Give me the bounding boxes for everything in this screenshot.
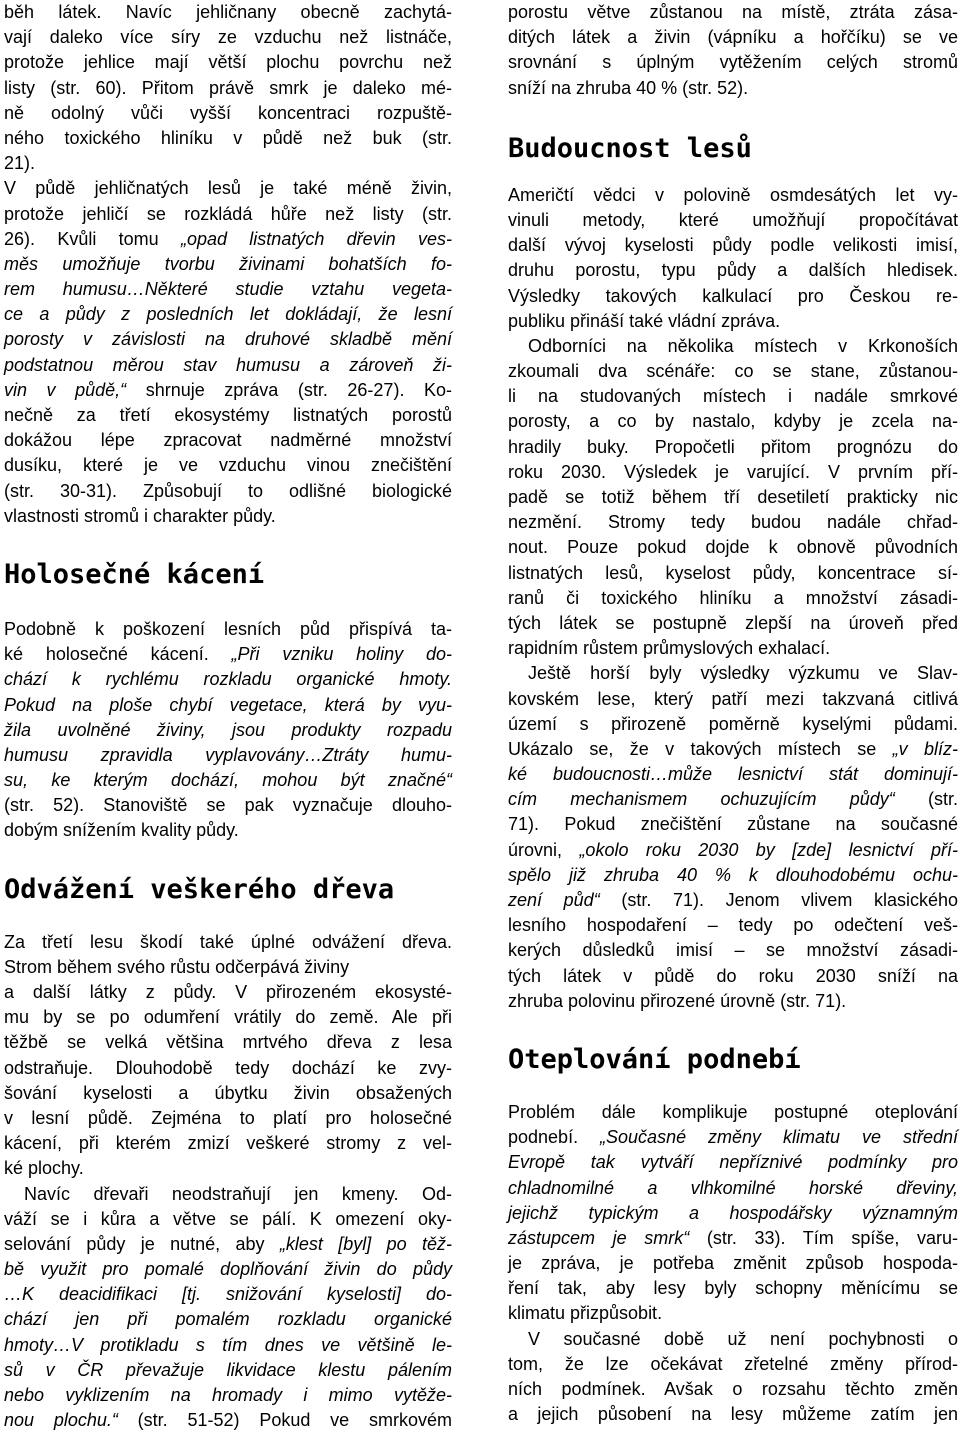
text-line: nezmění. Stromy tedy budou nadále chřad- [508, 510, 958, 535]
text-line [508, 1125, 958, 1150]
quoted-text: vin v půdě,“ [4, 380, 126, 400]
text-line [4, 327, 452, 352]
text-line: druhu porostu, typu půdy a dalších hledisek. [508, 258, 958, 283]
text-line [4, 642, 452, 667]
text-line [508, 888, 958, 913]
text-line [4, 1383, 452, 1408]
text-segment: shrnuje zpráva (str. 26-27). Ko- [126, 380, 452, 400]
text-line: vají daleko více síry ze vzduchu než listnáče, [4, 25, 452, 50]
quoted-text: „okolo roku 2030 by [zde] lesnictví pří- [579, 840, 958, 860]
paragraph [4, 930, 452, 1182]
text-segment: dusíku, které je ve vzduchu vinou znečištění [4, 455, 452, 475]
paragraph [508, 183, 958, 334]
text-line [508, 989, 958, 1014]
quoted-text: podstatnou měrou stav humusu a zároveň ži- [4, 355, 452, 375]
text-line: tých látek se postupně zlepší na úroveň před [508, 611, 958, 636]
text-line [4, 693, 452, 718]
text-segment: (str. 71). Jenom vlivem klasického [600, 890, 958, 910]
text-line [508, 1226, 958, 1251]
text-line [4, 743, 452, 768]
text-line [508, 712, 958, 737]
text-line: běh látek. Navíc jehličnany obecně zachytá- [4, 0, 452, 25]
paragraph [508, 1100, 958, 1327]
text-line [508, 964, 958, 989]
text-segment: nečně za třetí ekosystémy listnatých porostů [4, 405, 452, 425]
text-line [508, 812, 958, 837]
text-segment: (str. 51-52) Pokud ve smrkovém [118, 1410, 452, 1430]
text-line [508, 1100, 958, 1125]
text-line [508, 762, 958, 787]
text-line [4, 176, 452, 201]
quoted-text: nou plochu.“ [4, 1410, 118, 1430]
text-line [4, 793, 452, 818]
paragraph [508, 661, 958, 1014]
quoted-text: chladnomilné a vlhkomilné horské dřeviny, [508, 1178, 958, 1198]
quoted-text: porosty v závislosti na druhové skladbě mění [4, 329, 452, 349]
text-line [508, 787, 958, 812]
quoted-text: „Současné změny klimatu ve střední [600, 1127, 958, 1147]
text-line: sníží na zhruba 40 % (str. 52). [508, 76, 958, 101]
text-line: ké plochy. [4, 1156, 452, 1181]
quoted-text: ké budoucnosti…může lesnictví stát dominují- [508, 764, 958, 784]
text-line: a jejich působení na lesy můžeme zatím jen [508, 1402, 958, 1427]
text-segment: V půdě jehličnatých lesů je také méně živin, [4, 178, 452, 198]
text-line: porostu větve zůstanou na místě, ztráta zása- [508, 0, 958, 25]
text-line [508, 1176, 958, 1201]
text-line: 21). [4, 151, 452, 176]
text-segment: klimatu přizpůsobit. [508, 1303, 662, 1323]
text-line [508, 1276, 958, 1301]
text-line [4, 1207, 452, 1232]
text-line: zkoumali dva scénáře: co se stane, zůstanou- [508, 359, 958, 384]
text-line [508, 737, 958, 762]
text-segment: je zpráva, je potřeba změnit způsob hospoda- [508, 1253, 958, 1273]
quoted-text: ce a půdy z posledních let dokládají, že lesní [4, 304, 452, 324]
text-line: nout. Pouze pokud dojde k obnově původních [508, 535, 958, 560]
text-line [508, 913, 958, 938]
text-line [4, 1358, 452, 1383]
quoted-text: „Při vzniku holiny do- [232, 644, 452, 664]
text-line [4, 353, 452, 378]
text-line [4, 302, 452, 327]
section-heading: Oteplování podnebí [508, 1044, 958, 1076]
quoted-text: rem humusu…Některé studie vztahu vegeta- [4, 279, 452, 299]
text-line [4, 504, 452, 529]
text-segment: protože jehličí se rozkládá hůře než listy (str. [4, 204, 452, 224]
paragraph [4, 617, 452, 844]
paragraph [508, 334, 958, 661]
text-line [4, 1257, 452, 1282]
text-line: ranů či toxického hliníku a množství zásadi- [508, 586, 958, 611]
text-line [4, 1232, 452, 1257]
text-line: a další látky z půdy. V přirozeném ekosysté- [4, 980, 452, 1005]
text-segment: území s přirozeně poměrně kyselými půdami. [508, 714, 958, 734]
paragraph [4, 1182, 452, 1433]
text-segment: 71). Pokud znečištění zůstane na současné [508, 814, 958, 834]
text-line: vinuli metody, které umožňují propočítávat [508, 208, 958, 233]
text-line [4, 1282, 452, 1307]
quoted-text: chází jen při pomalém rozkladu organické [4, 1309, 452, 1329]
text-line [508, 687, 958, 712]
quoted-text: „klest [byl] po těž- [280, 1234, 452, 1254]
quoted-text: spělo již zhruba 40 % k dlouhodobému ochu- [508, 865, 958, 885]
quoted-text: Pokud na ploše chybí vegetace, která by vyu- [4, 695, 452, 715]
quoted-text: zástupcem je smrk“ [508, 1228, 689, 1248]
left-column [4, 0, 452, 1433]
text-segment: 26). Kvůli tomu [4, 229, 181, 249]
text-segment: kerých důsledků imisí – se množství zásadi- [508, 940, 958, 960]
quoted-text: žila uvolněné živiny, jsou produkty rozpadu [4, 720, 452, 740]
text-line: šování kyselosti a úbytku živin obsažených [4, 1081, 452, 1106]
quoted-text: hmoty…V protikladu s tím dnes ve většině le- [4, 1335, 452, 1355]
quoted-text: humusu zpravidla vyplavovány…Ztráty humu- [4, 745, 452, 765]
text-line [4, 378, 452, 403]
text-segment: ké holosečné kácení. [4, 644, 232, 664]
text-segment: Podobně k poškození lesních půd přispívá ta- [4, 619, 452, 639]
text-segment: vlastnosti stromů i charakter půdy. [4, 506, 276, 526]
text-line [4, 718, 452, 743]
text-line: listy (str. 60). Přitom právě smrk je daleko mé- [4, 76, 452, 101]
text-line: ditých látek a živin (vápníku a hořčíku) se ve [508, 25, 958, 50]
quoted-text: nebo vyklizením na hromady i mimo vytěže- [4, 1385, 452, 1405]
text-line: Strom během svého růstu odčerpává živiny [4, 955, 452, 980]
quoted-text: …K deacidifikaci [tj. snižování kyselosti] do- [4, 1284, 452, 1304]
text-line: li na studovaných místech i nadále smrkové [508, 384, 958, 409]
text-line: listnatých lesů, kyselost půdy, koncentrace sí- [508, 561, 958, 586]
section-heading: Holosečné kácení [4, 559, 452, 591]
text-segment: lesního hospodaření – tedy po odečtení veš- [508, 915, 958, 935]
text-line [508, 838, 958, 863]
text-segment: tých látek v půdě do roku 2030 sníží na [508, 966, 958, 986]
text-line [4, 768, 452, 793]
text-line: tom, že lze očekávat zřetelné změny přírod- [508, 1352, 958, 1377]
text-line: protože jehlice mají větší plochu povrchu než [4, 50, 452, 75]
quoted-text: su, ke kterým dochází, mohou být značné“ [4, 770, 452, 790]
text-line [4, 453, 452, 478]
text-line [4, 252, 452, 277]
text-segment: váží se i kůra a větve se pálí. K omezení oky- [4, 1209, 452, 1229]
text-line: ních podmínek. Avšak o rozsahu těchto změn [508, 1377, 958, 1402]
text-segment: (str. 33). Tím spíše, varu- [689, 1228, 958, 1248]
text-line [4, 403, 452, 428]
text-line: ně odolný vůči vyšší koncentraci rozpuště- [4, 101, 452, 126]
text-segment: Problém dále komplikuje postupné oteplování [508, 1102, 958, 1122]
text-line: srovnání s úplným vytěžením celých stromů [508, 50, 958, 75]
text-line: hradily buky. Propočetli přitom prognózu do [508, 435, 958, 460]
text-segment: Navíc dřevaři neodstraňují jen kmeny. Od- [24, 1184, 452, 1204]
paragraph [4, 176, 452, 529]
text-line: Výsledky takových kalkulací pro Českou re- [508, 284, 958, 309]
text-line: ného toxického hliníku v půdě než buk (str. [4, 126, 452, 151]
text-line [4, 818, 452, 843]
text-line: kácení, při kterém zmizí veškeré stromy z vel- [4, 1131, 452, 1156]
paragraph [508, 1327, 958, 1428]
text-segment: (str. 52). Stanoviště se pak vyznačuje dlouho- [4, 795, 452, 815]
text-line [4, 617, 452, 642]
text-line: rapidním růstem průmyslových exhalací. [508, 636, 958, 661]
text-line: roku 2030. Výsledek je varující. V prvním pří- [508, 460, 958, 485]
text-line [508, 661, 958, 686]
text-segment: podnebí. [508, 1127, 600, 1147]
text-segment: zhruba polovinu přirozené úrovně (str. 71). [508, 991, 846, 1011]
text-line [4, 1333, 452, 1358]
text-line: odstraňuje. Dlouhodobě tedy dochází ke zvy- [4, 1056, 452, 1081]
text-line [4, 667, 452, 692]
text-line [4, 1182, 452, 1207]
text-line [508, 1201, 958, 1226]
quoted-text: chází k rychlému rozkladu organické hmoty. [4, 669, 452, 689]
quoted-text: měs umožňuje tvorbu živinami bohatších fo- [4, 254, 452, 274]
text-line: další vývoj kyselosti půdy podle velikosti imisí, [508, 233, 958, 258]
text-segment: kovském lese, který patří mezi takzvaná citlivá [508, 689, 958, 709]
text-line [508, 1251, 958, 1276]
text-line [4, 428, 452, 453]
section-heading: Budoucnost lesů [508, 133, 958, 165]
text-line: porosty, a co by nastalo, kdyby je zcela na- [508, 409, 958, 434]
text-line [508, 1301, 958, 1326]
text-segment: selování půdy je nutné, aby [4, 1234, 280, 1254]
paragraph [4, 0, 452, 176]
text-line [4, 227, 452, 252]
text-line: Američtí vědci v polovině osmdesátých let vy- [508, 183, 958, 208]
text-line: padě se totiž během tří desetiletí prakticky nic [508, 485, 958, 510]
paragraph [508, 0, 958, 101]
text-line: těžbě se velká většina mrtvého dřeva z lesa [4, 1030, 452, 1055]
text-line [508, 863, 958, 888]
text-line: Odborníci na několika místech v Krkonoších [508, 334, 958, 359]
quoted-text: bě využit pro pomalé doplňování živin do půdy [4, 1259, 452, 1279]
text-line [4, 1307, 452, 1332]
text-segment: (str. [895, 789, 958, 809]
text-segment: ření tak, aby lesy byly schopny měnícímu se [508, 1278, 958, 1298]
text-segment: Ukázalo se, že v takových místech se [508, 739, 893, 759]
text-line: mu by se po odumření vrátily do země. Ale při [4, 1005, 452, 1030]
text-segment: Ještě horší byly výsledky výzkumu ve Slav- [528, 663, 958, 683]
text-line [4, 277, 452, 302]
text-segment: (str. 30-31). Způsobují to odlišné biologické [4, 481, 452, 501]
quoted-text: cím mechanismem ochuzujícím půdy“ [508, 789, 895, 809]
quoted-text: zení půd“ [508, 890, 600, 910]
text-line: publiku přináší také vládní zpráva. [508, 309, 958, 334]
text-segment: dokážou lépe zpracovat nadměrné množství [4, 430, 452, 450]
text-line: V současné době už není pochybnosti o [508, 1327, 958, 1352]
text-line: v lesní půdě. Zejména to platí pro holosečné [4, 1106, 452, 1131]
text-line [4, 202, 452, 227]
text-segment: úrovni, [508, 840, 579, 860]
section-heading: Odvážení veškerého dřeva [4, 874, 452, 906]
text-line [508, 938, 958, 963]
quoted-text: sů v ČR převažuje likvidace klestu pálením [4, 1360, 452, 1380]
text-line: Za třetí lesu škodí také úplné odvážení dřeva. [4, 930, 452, 955]
quoted-text: Evropě tak vytváří nepříznivé podmínky pro [508, 1152, 958, 1172]
text-segment: dobým snížením kvality půdy. [4, 820, 239, 840]
quoted-text: „opad listnatých dřevin ves- [181, 229, 452, 249]
text-line [4, 479, 452, 504]
text-line [508, 1150, 958, 1175]
quoted-text: jejichž typickým a hospodářsky významným [508, 1203, 958, 1223]
quoted-text: „v blíz- [893, 739, 958, 759]
right-column [508, 0, 958, 1427]
